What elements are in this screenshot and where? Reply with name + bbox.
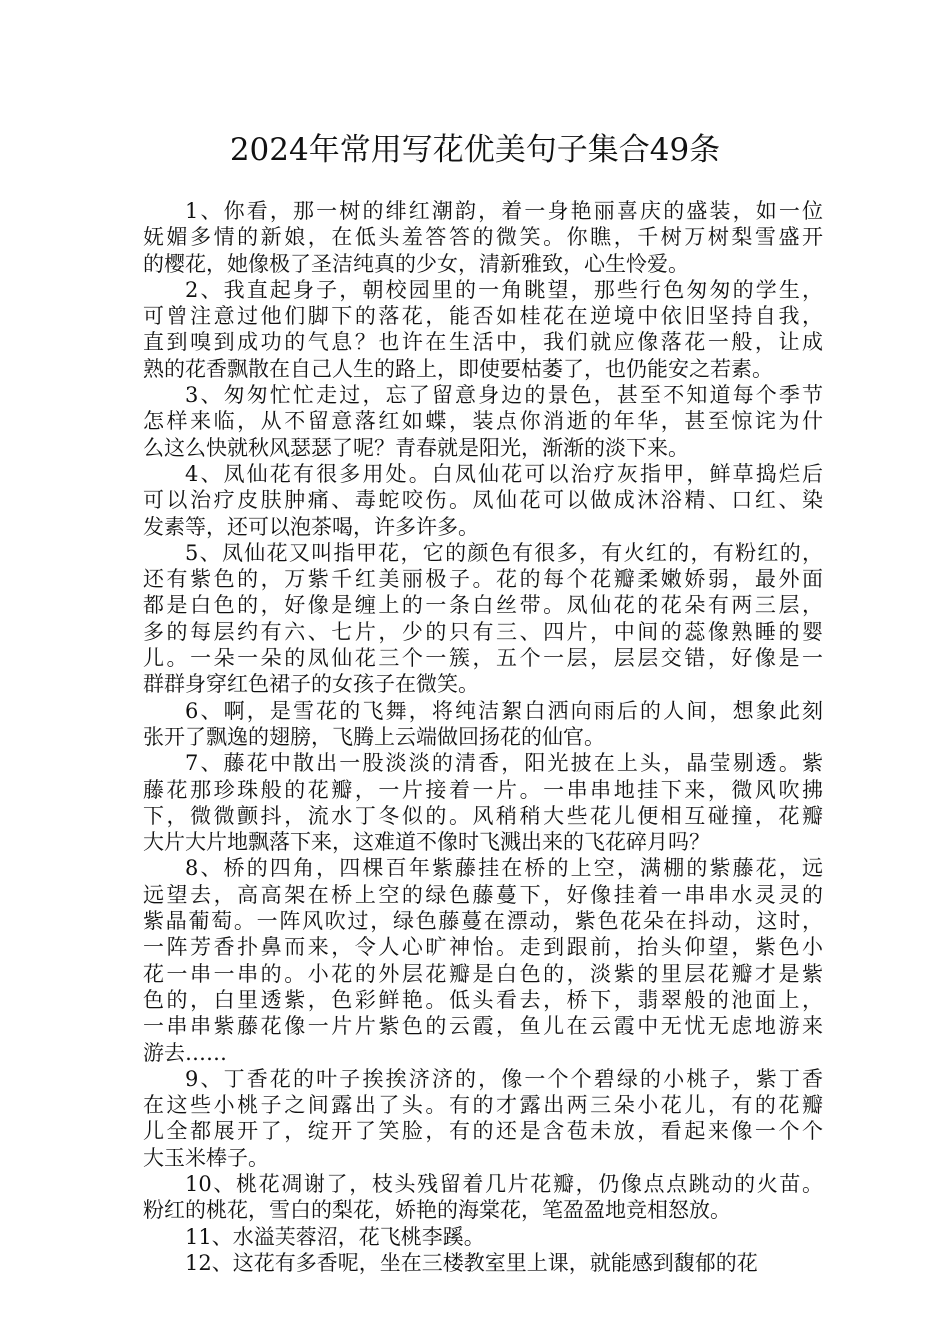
- paragraph-line: 一串串紫藤花像一片片紫色的云霞，鱼儿在云霞中无忧无虑地游来: [143, 1014, 823, 1039]
- paragraph-line: 怎样来临，从不留意落红如蝶，装点你消逝的年华，甚至惊诧为什: [143, 409, 823, 434]
- paragraph: [143, 1171, 823, 1224]
- paragraph: [143, 277, 823, 382]
- paragraph-line: 直到嗅到成功的气息？也许在生活中，我们就应像落花一般，让成: [143, 330, 823, 355]
- paragraph-line: 6、啊，是雪花的飞舞，将纯洁絮白洒向雨后的人间，想象此刻: [185, 698, 823, 723]
- paragraph: [143, 1250, 823, 1276]
- paragraph: [143, 198, 823, 277]
- paragraph-line: 儿全都展开了，绽开了笑脸，有的还是含苞未放，看起来像一个个: [143, 1119, 823, 1144]
- paragraph: [143, 750, 823, 855]
- paragraph: [143, 540, 823, 698]
- paragraph-line: 大片大片地飘落下来，这难道不像时飞溅出来的飞花碎月吗？: [143, 830, 710, 855]
- paragraph-line: 可曾注意过他们脚下的落花，能否如桂花在逆境中依旧坚持自我，: [143, 304, 823, 329]
- paragraph-line: 游去……: [143, 1040, 227, 1065]
- paragraph-line: 2、我直起身子，朝校园里的一角眺望，那些行色匆匆的学生，: [185, 277, 823, 302]
- paragraph-line: 色的，白里透紫，色彩鲜艳。低头看去，桥下，翡翠般的池面上，: [143, 987, 823, 1012]
- paragraph-line: 10、桃花凋谢了，枝头残留着几片花瓣，仍像点点跳动的火苗。: [185, 1171, 823, 1196]
- paragraph-line: 远望去，高高架在桥上空的绿色藤蔓下，好像挂着一串串水灵灵的: [143, 882, 823, 907]
- paragraph: [143, 382, 823, 461]
- paragraph: [143, 461, 823, 540]
- paragraph-line: 大玉米棒子。: [143, 1145, 269, 1170]
- paragraph-line: 9、丁香花的叶子挨挨济济的，像一个个碧绿的小桃子，紫丁香: [185, 1066, 823, 1091]
- paragraph: [143, 855, 823, 1065]
- paragraph-line: 藤花那珍珠般的花瓣，一片接着一片。一串串地挂下来，微风吹拂: [143, 777, 823, 802]
- paragraph-line: 张开了飘逸的翅膀，飞腾上云端做回扬花的仙官。: [143, 724, 605, 749]
- document-title: 2024年常用写花优美句子集合49条: [229, 132, 721, 168]
- paragraph-line: 妩媚多情的新娘，在低头羞答答的微笑。你瞧，千树万树梨雪盛开: [143, 225, 823, 250]
- paragraph-line: 紫晶葡萄。一阵风吹过，绿色藤蔓在漂动，紫色花朵在抖动，这时，: [143, 909, 823, 934]
- paragraph-line: 还有紫色的，万紫千红美丽极子。花的每个花瓣柔嫩娇弱，最外面: [143, 567, 823, 592]
- paragraph-line: 都是白色的，好像是缠上的一条白丝带。凤仙花的花朵有两三层，: [143, 593, 823, 618]
- paragraph: [143, 698, 823, 751]
- paragraph-line: 多的每层约有六、七片，少的只有三、四片，中间的蕊像熟睡的婴: [143, 619, 823, 644]
- paragraph-line: 下，微微颤抖，流水丁冬似的。风稍稍大些花儿便相互碰撞，花瓣: [143, 803, 823, 828]
- paragraph-line: 熟的花香飘散在自己人生的路上，即使要枯萎了，也仍能安之若素。: [143, 356, 773, 381]
- paragraph-line: 的樱花，她像极了圣洁纯真的少女，清新雅致，心生怜爱。: [143, 251, 689, 276]
- document-body: [143, 198, 823, 1276]
- paragraph: [143, 1224, 823, 1250]
- paragraph-line: 11、水溢芙蓉沼，花飞桃李蹊。: [185, 1224, 485, 1249]
- paragraph-line: 5、凤仙花又叫指甲花，它的颜色有很多，有火红的，有粉红的，: [185, 540, 823, 565]
- paragraph-line: 花一串一串的。小花的外层花瓣是白色的，淡紫的里层花瓣才是紫: [143, 961, 823, 986]
- paragraph-line: 群群身穿红色裙子的女孩子在微笑。: [143, 672, 479, 697]
- paragraph-line: 粉红的桃花，雪白的梨花，娇艳的海棠花，笔盈盈地竞相怒放。: [143, 1198, 731, 1223]
- paragraph-line: 在这些小桃子之间露出了头。有的才露出两三朵小花儿，有的花瓣: [143, 1093, 823, 1118]
- paragraph-line: 4、凤仙花有很多用处。白凤仙花可以治疗灰指甲，鲜草捣烂后: [185, 461, 823, 486]
- paragraph-line: 3、匆匆忙忙走过，忘了留意身边的景色，甚至不知道每个季节: [185, 383, 823, 408]
- paragraph-line: 么这么快就秋风瑟瑟了呢？青春就是阳光，渐渐的淡下来。: [143, 435, 689, 460]
- paragraph-line: 可以治疗皮肤肿痛、毒蛇咬伤。凤仙花可以做成沐浴精、口红、染: [143, 488, 823, 513]
- paragraph-line: 12、这花有多香呢，坐在三楼教室里上课，就能感到馥郁的花: [185, 1250, 758, 1275]
- paragraph-line: 8、桥的四角，四棵百年紫藤挂在桥的上空，满棚的紫藤花，远: [185, 856, 823, 881]
- paragraph: [143, 1066, 823, 1171]
- paragraph-line: 1、你看，那一树的绯红潮韵，着一身艳丽喜庆的盛装，如一位: [185, 199, 823, 223]
- paragraph-line: 儿。一朵一朵的凤仙花三个一簇，五个一层，层层交错，好像是一: [143, 646, 823, 671]
- paragraph-line: 7、藤花中散出一股淡淡的清香，阳光披在上头，晶莹剔透。紫: [185, 751, 823, 776]
- paragraph-line: 发素等，还可以泡茶喝，许多许多。: [143, 514, 479, 539]
- paragraph-line: 一阵芳香扑鼻而来，令人心旷神怡。走到跟前，抬头仰望，紫色小: [143, 935, 823, 960]
